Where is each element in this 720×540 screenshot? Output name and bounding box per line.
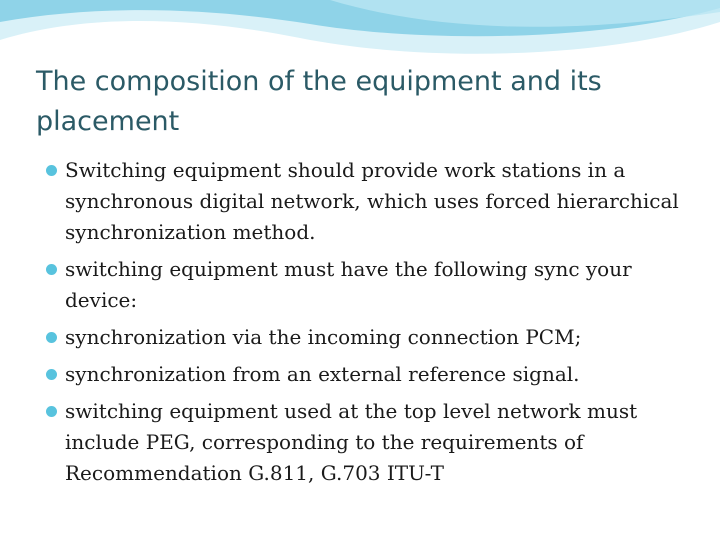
bullet-dot-icon xyxy=(46,165,57,176)
bullet-list xyxy=(46,155,686,495)
bullet-text: synchronization via the incoming connection PCM; xyxy=(65,325,582,349)
bullet-text: switching equipment used at the top level network must include PEG, corresponding to the requirements of Recommendation G.811, G.703 ITU-T xyxy=(65,399,638,485)
slide-title: The composition of the equipment and its placement xyxy=(36,66,602,137)
bullet-item xyxy=(46,396,686,489)
bullet-dot-icon xyxy=(46,332,57,343)
bullet-dot-icon xyxy=(46,406,57,417)
bullet-text: synchronization from an external reference signal. xyxy=(65,362,580,386)
bullet-dot-icon xyxy=(46,264,57,275)
bullet-item xyxy=(46,155,686,248)
bullet-dot-icon xyxy=(46,369,57,380)
bullet-item xyxy=(46,254,686,316)
bullet-text: switching equipment must have the following sync your device: xyxy=(65,257,632,312)
bullet-item xyxy=(46,359,686,390)
bullet-text: Switching equipment should provide work stations in a synchronous digital network, which uses forced hierarchical synchronization method. xyxy=(65,158,679,244)
bullet-item xyxy=(46,322,686,353)
